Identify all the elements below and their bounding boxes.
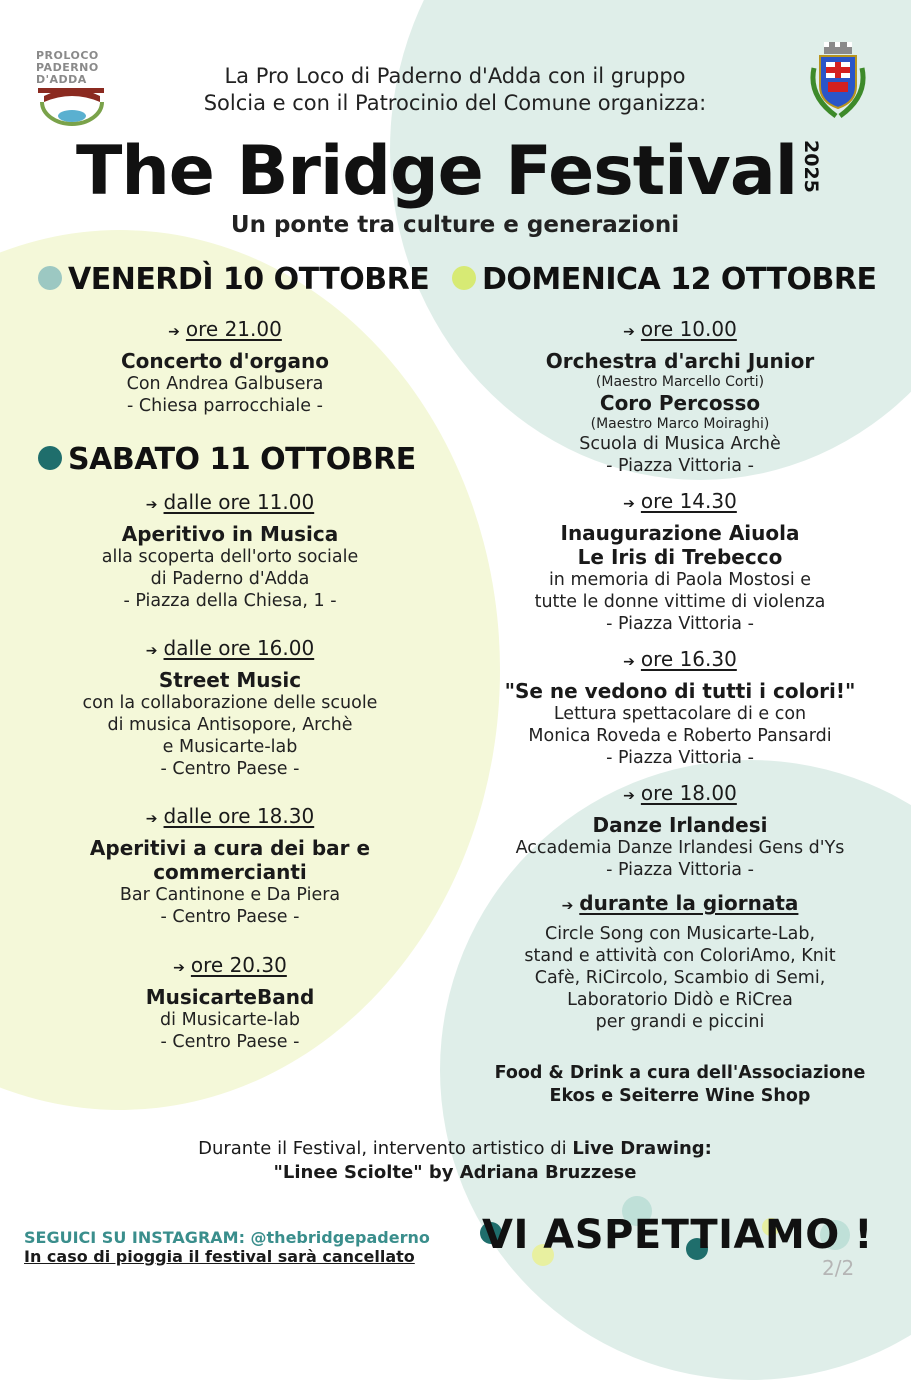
live-drawing-label: Live Drawing:: [572, 1138, 712, 1159]
instagram-handle-link[interactable]: @thebridgepaderno: [250, 1228, 430, 1247]
festival-title: The Bridge Festival: [76, 132, 798, 211]
food-drink-note: [470, 1062, 890, 1108]
event-time: ore 20.30: [190, 953, 287, 977]
sunday-event-4: [470, 780, 890, 881]
event-time: dalle ore 11.00: [163, 490, 315, 514]
event-title: Aperitivo in Musica: [121, 522, 339, 546]
event-title-line-2: Le Iris di Trebecco: [577, 545, 783, 569]
arrow-icon: ➔: [561, 898, 574, 914]
sunday-event-5: [470, 890, 890, 1033]
event-title-2: Coro Percosso: [599, 391, 761, 415]
event-line: - Piazza Vittoria -: [606, 860, 754, 880]
event-note: (Maestro Marco Moiraghi): [590, 416, 770, 432]
event-note: (Maestro Marcello Corti): [595, 374, 765, 390]
bridge-arch-icon: [36, 86, 108, 126]
event-title-line-2: commercianti: [153, 860, 307, 884]
logo-text-1: PROLOCO: [36, 49, 99, 62]
event-line: con la collaborazione delle scuole: [82, 693, 378, 713]
event-time: ore 21.00: [185, 317, 282, 341]
friday-event-1: [60, 316, 390, 417]
event-line: - Centro Paese -: [160, 1032, 300, 1052]
event-line: Cafè, RiCircolo, Scambio di Semi,: [534, 968, 826, 988]
food-line-2: Ekos e Seiterre Wine Shop: [549, 1086, 811, 1106]
event-time: dalle ore 16.00: [163, 636, 315, 660]
event-line: per grandi e piccini: [595, 1012, 765, 1032]
arrow-icon: ➔: [623, 324, 635, 340]
festival-subtitle: Un ponte tra culture e generazioni: [230, 212, 680, 238]
saturday-event-2: [30, 635, 430, 780]
event-line: tutte le donne vittime di violenza: [534, 592, 826, 612]
sunday-event-3: [470, 646, 890, 769]
lime-dot-icon: [452, 266, 476, 290]
arrow-icon: ➔: [145, 811, 158, 827]
event-line: - Piazza Vittoria -: [606, 748, 754, 768]
saturday-heading: [38, 442, 416, 477]
sunday-event-1: [470, 316, 890, 477]
event-line: di musica Antisopore, Archè: [107, 715, 353, 735]
event-line: Accademia Danze Irlandesi Gens d'Ys: [515, 838, 845, 858]
arrow-icon: ➔: [145, 497, 158, 513]
event-line: - Centro Paese -: [160, 907, 300, 927]
sunday-event-2: [470, 488, 890, 635]
friday-heading-text: VENERDÌ 10 OTTOBRE: [68, 262, 430, 297]
event-title-line-1: Inaugurazione Aiuola: [560, 521, 800, 545]
dark-teal-dot-icon: [38, 446, 62, 470]
event-line: - Piazza Vittoria -: [606, 456, 754, 476]
logo-text-2: PADERNO: [36, 61, 99, 74]
event-line: e Musicarte-lab: [162, 737, 298, 757]
arrow-icon: ➔: [623, 788, 635, 804]
live-drawing-note: [100, 1137, 810, 1185]
event-line: stand e attività con ColoriAmo, Knit: [524, 946, 836, 966]
event-title: Street Music: [158, 668, 302, 692]
saturday-event-1: [30, 489, 430, 612]
light-teal-dot-icon: [38, 266, 62, 290]
event-title: Danze Irlandesi: [592, 813, 768, 837]
festival-year: 2025: [800, 140, 822, 193]
event-line: Con Andrea Galbusera: [126, 374, 324, 394]
arrow-icon: ➔: [173, 960, 185, 976]
arrow-icon: ➔: [623, 654, 635, 670]
event-line: in memoria di Paola Mostosi e: [548, 570, 812, 590]
event-line: Scuola di Musica Archè: [579, 434, 781, 454]
arrow-icon: ➔: [168, 324, 180, 340]
event-time: durante la giornata: [579, 891, 799, 915]
municipal-crest-icon: [806, 40, 870, 124]
intro-line-1: La Pro Loco di Paderno d'Adda con il gruppo: [224, 64, 686, 88]
intro-line-2: Solcia e con il Patrocinio del Comune organizza:: [203, 91, 707, 115]
event-line: Bar Cantinone e Da Piera: [119, 885, 341, 905]
saturday-heading-text: SABATO 11 OTTOBRE: [68, 442, 416, 477]
proloco-logo: [36, 50, 108, 126]
live-line-2: "Linee Sciolte" by Adriana Bruzzese: [273, 1162, 637, 1183]
event-time: ore 10.00: [640, 317, 737, 341]
event-time: ore 14.30: [640, 489, 737, 513]
event-time: dalle ore 18.30: [163, 804, 315, 828]
event-title: Orchestra d'archi Junior: [545, 349, 815, 373]
sunday-heading-text: DOMENICA 12 OTTOBRE: [482, 262, 877, 297]
page-number: 2/2: [822, 1256, 855, 1280]
arrow-icon: ➔: [145, 643, 158, 659]
event-title-line-1: Aperitivi a cura dei bar e: [89, 836, 371, 860]
friday-heading: [38, 262, 429, 297]
event-line: Circle Song con Musicarte-Lab,: [544, 924, 816, 944]
instagram-note: [24, 1228, 430, 1247]
event-time: ore 16.30: [640, 647, 737, 671]
rain-notice: In caso di pioggia il festival sarà cancellato: [24, 1247, 415, 1266]
event-line: di Paderno d'Adda: [150, 569, 310, 589]
instagram-label: SEGUICI SU INSTAGRAM:: [24, 1228, 251, 1247]
logo-text-3: D'ADDA: [36, 73, 87, 86]
event-time: ore 18.00: [640, 781, 737, 805]
event-title: "Se ne vedono di tutti i colori!": [504, 679, 856, 703]
saturday-event-3: [30, 803, 430, 928]
closing-slogan: VI ASPETTIAMO !: [482, 1212, 873, 1258]
food-line-1: Food & Drink a cura dell'Associazione: [494, 1063, 866, 1083]
event-line: di Musicarte-lab: [160, 1010, 300, 1030]
sunday-heading: [452, 262, 876, 297]
event-title: Concerto d'organo: [120, 349, 330, 373]
event-title: MusicarteBand: [145, 985, 315, 1009]
event-line: - Centro Paese -: [160, 759, 300, 779]
event-line: - Piazza della Chiesa, 1 -: [123, 591, 337, 611]
intro-text: [120, 63, 790, 117]
event-line: Laboratorio Didò e RiCrea: [567, 990, 793, 1010]
live-line-1: [100, 1137, 810, 1161]
event-line: - Piazza Vittoria -: [606, 614, 754, 634]
event-line: Monica Roveda e Roberto Pansardi: [528, 726, 832, 746]
arrow-icon: ➔: [623, 496, 635, 512]
event-line: alla scoperta dell'orto sociale: [101, 547, 359, 567]
saturday-event-4: [30, 952, 430, 1053]
event-line: Lettura spettacolare di e con: [553, 704, 807, 724]
live-line-1-text: Durante il Festival, intervento artistico di: [198, 1138, 573, 1159]
event-line: - Chiesa parrocchiale -: [127, 396, 323, 416]
